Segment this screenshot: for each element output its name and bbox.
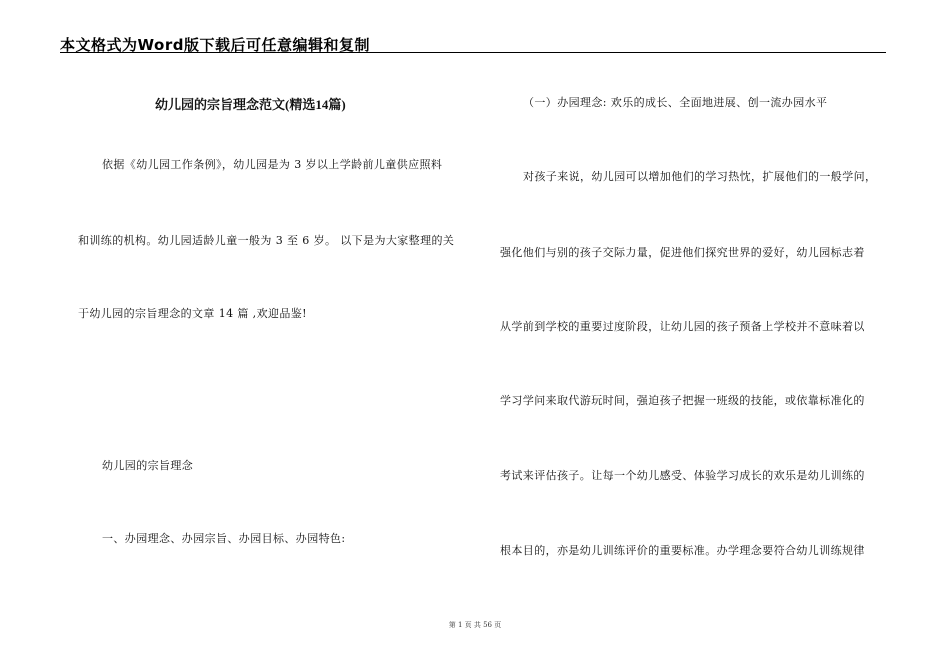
left-paragraph-line: 和训练的机构。幼儿园适龄儿童一般为 3 至 6 岁。 以下是为大家整理的关 <box>78 234 455 247</box>
right-paragraph-line: 从学前到学校的重要过度阶段，让幼儿园的孩子预备上学校并不意味着以 <box>500 320 865 333</box>
right-paragraph-line: 对孩子来说，幼儿园可以增加他们的学习热忱，扩展他们的一般学问， <box>523 170 877 183</box>
section-subheading: 一、办园理念、办园宗旨、办园目标、办园特色: <box>102 532 346 545</box>
right-paragraph-line: （一）办园理念: 欢乐的成长、全面地进展、创一流办园水平 <box>523 96 828 109</box>
right-paragraph-line: 学习学问来取代游玩时间，强迫孩子把握一班级的技能，或依靠标准化的 <box>500 394 865 407</box>
right-paragraph-line: 考试来评估孩子。让每一个幼儿感受、体验学习成长的欢乐是幼儿训练的 <box>500 469 865 482</box>
banner-divider <box>60 52 886 53</box>
left-paragraph-line: 依据《幼儿园工作条例》，幼儿园是为 3 岁以上学龄前儿童供应照料 <box>102 158 443 171</box>
document-title: 幼儿园的宗旨理念范文(精选14篇) <box>155 97 346 112</box>
right-paragraph-line: 根本目的，亦是幼儿训练评价的重要标准。办学理念要符合幼儿训练规律 <box>500 544 865 557</box>
right-paragraph-line: 强化他们与别的孩子交际力量，促进他们探究世界的爱好，幼儿园标志着 <box>500 246 865 259</box>
page-number: 第 1 页 共 56 页 <box>448 621 502 629</box>
left-paragraph-line: 于幼儿园的宗旨理念的文章 14 篇 ,欢迎品鉴! <box>78 307 308 320</box>
section-heading: 幼儿园的宗旨理念 <box>102 459 194 472</box>
document-banner: 本文格式为Word版下载后可任意编辑和复制 <box>60 36 370 54</box>
